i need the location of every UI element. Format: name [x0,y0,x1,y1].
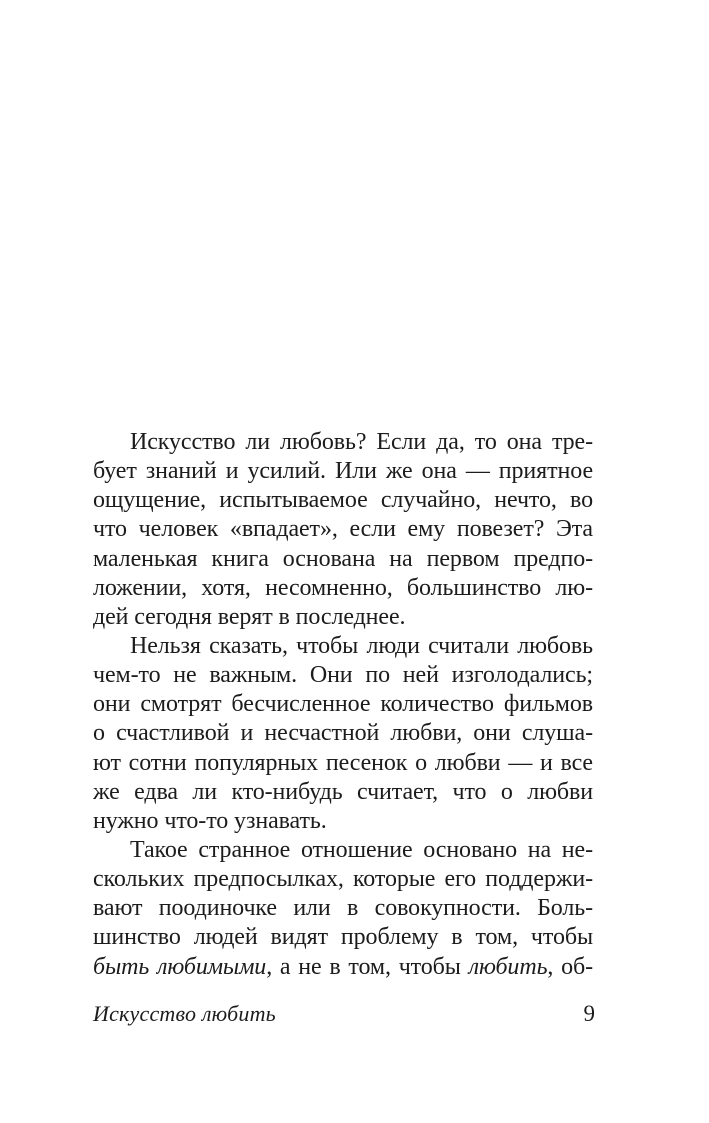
text-run: Нельзя сказать, чтобы люди считали любовь [130,632,593,659]
text-line [93,486,593,515]
text-line [93,836,593,865]
text-line [93,661,593,690]
text-run: Искусство ли любовь? Если да, то она тре- [130,429,593,455]
text-run: ложении, хотя, несомненно, большинство лю- [93,574,593,601]
text-line [93,778,593,807]
text-run: бует знаний и усилий. Или же она — приятное [93,458,593,485]
text-line [93,749,593,778]
paragraph [93,428,593,632]
text-run: они смотрят бесчисленное количество фильмов [93,691,593,718]
text-line [93,428,593,457]
text-run: Такое странное отношение основано на не- [130,836,593,863]
text-line [93,603,593,632]
paragraph [93,836,593,982]
text-run: ощущение, испытываемое случайно, нечто, во [93,487,593,514]
body-text [93,428,593,982]
text-run: же едва ли кто-нибудь считает, что о любви [93,778,593,805]
text-line [93,632,593,661]
text-line [93,894,593,923]
text-line [93,457,593,486]
text-run: чем-то не важным. Они по ней изголодались; [93,662,593,689]
text-run: что человек «впадает», если ему повезет? Эта [93,516,593,543]
text-line [93,690,593,719]
text-run: нужно что-то узнавать. [93,807,327,834]
emphasized-text: быть любимыми [93,953,267,980]
emphasized-text: любить [468,953,548,980]
text-line [93,865,593,894]
running-title: Искусство любить [93,1001,276,1026]
text-line [93,719,593,748]
text-run: скольких предпосылках, которые его поддержи- [93,866,593,893]
text-line [93,515,593,544]
paragraph [93,632,593,836]
text-line [93,545,593,574]
text-line [93,923,593,952]
text-line [93,574,593,603]
text-run: , а не в том, чтобы [266,953,469,980]
text-run: дей сегодня верят в последнее. [93,603,406,630]
text-line [93,953,593,982]
page-footer [93,1001,595,1027]
text-run: ют сотни популярных песенок о любви — и все [93,749,593,776]
text-run: о счастливой и несчастной любви, они слуша- [93,720,593,747]
text-run: , об- [547,953,593,980]
text-run: вают поодиночке или в совокупности. Боль- [93,895,593,922]
page-number: 9 [583,1001,595,1026]
text-line [93,807,593,836]
text-run: шинство людей видят проблему в том, чтобы [93,924,593,951]
text-run: маленькая книга основана на первом предпо- [93,545,593,572]
